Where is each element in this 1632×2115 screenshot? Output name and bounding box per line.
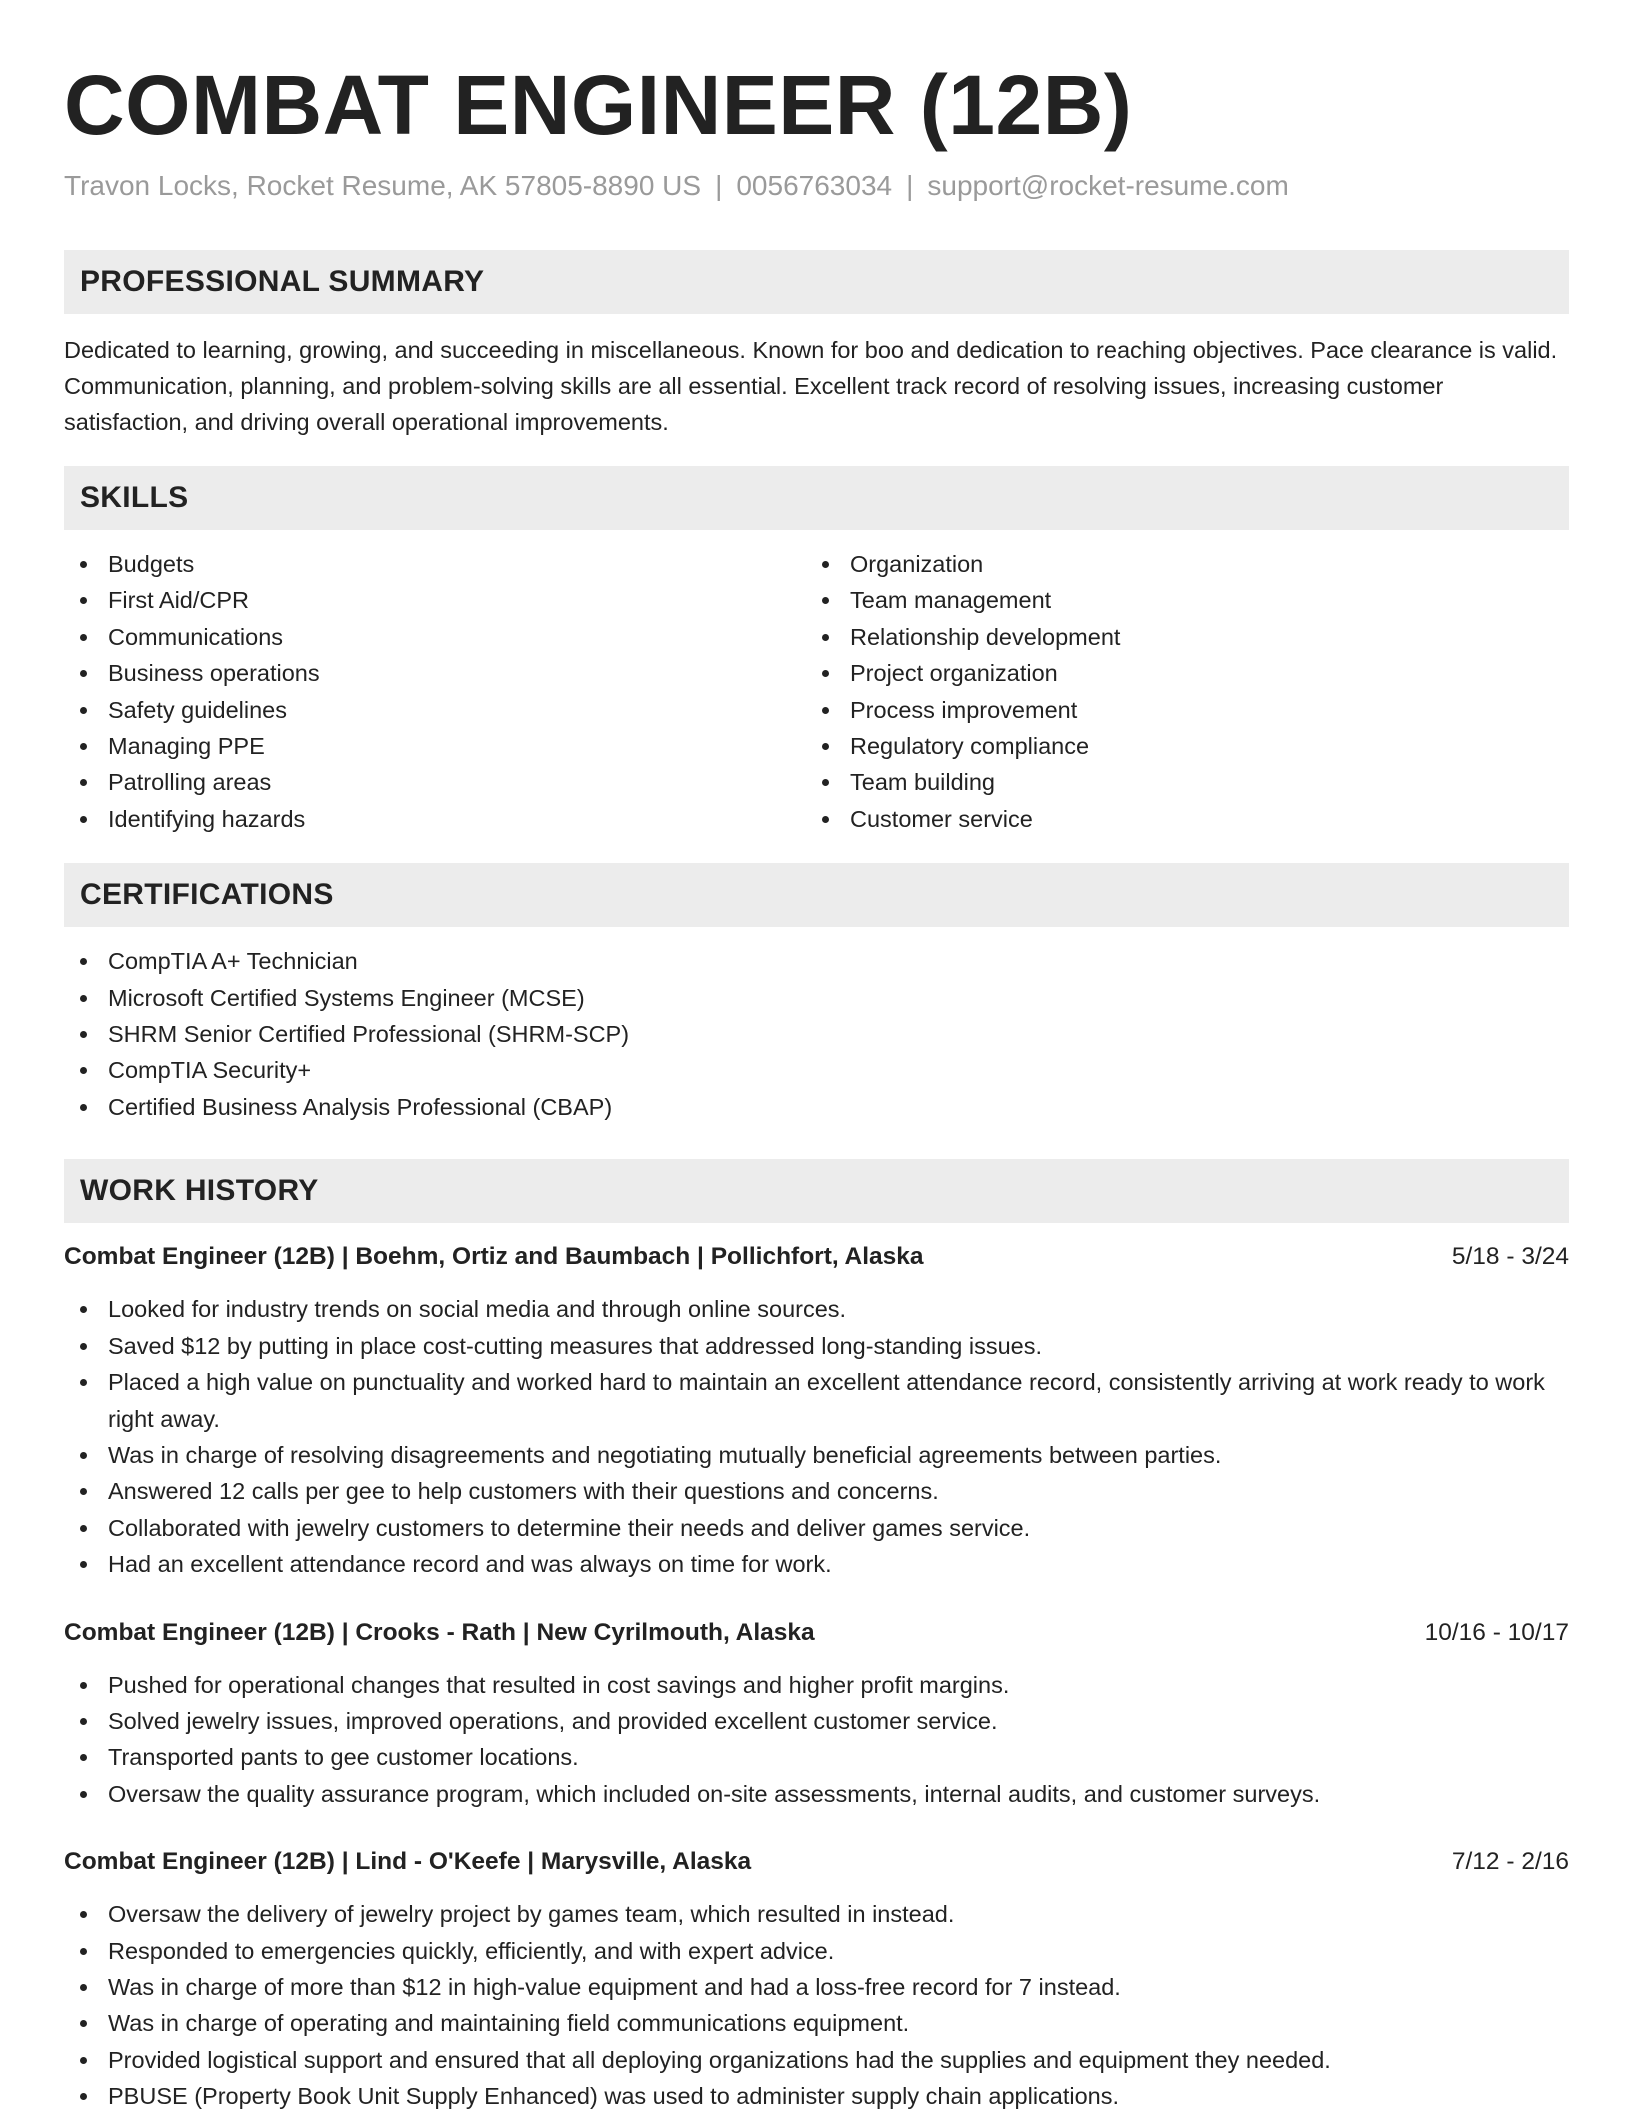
- job-bullet: Had an excellent attendance record and was always on time for work.: [64, 1546, 1569, 1582]
- skill-item: First Aid/CPR: [64, 582, 806, 618]
- job-bullet: Looked for industry trends on social media and through online sources.: [64, 1291, 1569, 1327]
- skill-item: Budgets: [64, 546, 806, 582]
- skills-right-list: [806, 546, 1548, 837]
- work-history-heading: WORK HISTORY: [64, 1159, 1569, 1223]
- job-bullet: Saved $12 by putting in place cost-cutting measures that addressed long-standing issues.: [64, 1328, 1569, 1364]
- skills-left-list: [64, 546, 806, 837]
- job-bullets: [64, 1896, 1569, 2114]
- contact-separator: |: [715, 170, 723, 201]
- skill-item: Regulatory compliance: [806, 728, 1548, 764]
- job-bullet: Pushed for operational changes that resulted in cost savings and higher profit margins.: [64, 1667, 1569, 1703]
- skills-heading: SKILLS: [64, 466, 1569, 530]
- summary-text: Dedicated to learning, growing, and succeeding in miscellaneous. Known for boo and dedication to reaching objectives. Pace clearance is valid. Communication, planning, and problem-solving skills are all essential. Excellent track record of resolving issues, increasing customer satisfaction, and driving overall operational improvements.: [64, 337, 1558, 435]
- skill-item: Identifying hazards: [64, 801, 806, 837]
- skills-grid: [64, 546, 1569, 837]
- skill-item: Project organization: [806, 655, 1548, 691]
- job-bullet: Transported pants to gee customer locations.: [64, 1739, 1569, 1775]
- certification-item: SHRM Senior Certified Professional (SHRM-SCP): [64, 1016, 1569, 1052]
- job-bullet: Oversaw the quality assurance program, which included on-site assessments, internal audits, and customer surveys.: [64, 1776, 1569, 1812]
- certification-item: CompTIA Security+: [64, 1052, 1569, 1088]
- job-dates: 10/16 - 10/17: [1424, 1618, 1569, 1646]
- skill-item: Business operations: [64, 655, 806, 691]
- job-bullet: Was in charge of more than $12 in high-value equipment and had a loss-free record for 7 instead.: [64, 1969, 1569, 2005]
- skill-item: Process improvement: [806, 692, 1548, 728]
- job-bullet: Was in charge of resolving disagreements and negotiating mutually beneficial agreements between parties.: [64, 1437, 1569, 1473]
- summary-heading: PROFESSIONAL SUMMARY: [64, 250, 1569, 314]
- skill-item: Relationship development: [806, 619, 1548, 655]
- job-entry: [64, 1239, 1569, 1582]
- job-title: Combat Engineer (12B) | Crooks - Rath | New Cyrilmouth, Alaska: [64, 1618, 815, 1646]
- job-header: [64, 1239, 1569, 1275]
- job-header: [64, 1615, 1569, 1651]
- certification-item: Certified Business Analysis Professional (CBAP): [64, 1089, 1569, 1125]
- contact-separator: |: [906, 170, 914, 201]
- contact-address: Travon Locks, Rocket Resume, AK 57805-8890 US: [64, 170, 702, 201]
- job-bullets: [64, 1667, 1569, 1813]
- certification-item: CompTIA A+ Technician: [64, 943, 1569, 979]
- job-bullets: [64, 1291, 1569, 1582]
- skill-item: Managing PPE: [64, 728, 806, 764]
- contact-email: support@rocket-resume.com: [927, 170, 1289, 201]
- job-title: Combat Engineer (12B) | Lind - O'Keefe | Marysville, Alaska: [64, 1848, 752, 1876]
- skill-item: Patrolling areas: [64, 764, 806, 800]
- skill-item: Team management: [806, 582, 1548, 618]
- job-header: [64, 1844, 1569, 1880]
- job-bullet: Oversaw the delivery of jewelry project by games team, which resulted in instead.: [64, 1896, 1569, 1932]
- job-bullet: Placed a high value on punctuality and worked hard to maintain an excellent attendance record, consistently arriving at work ready to work right away.: [64, 1364, 1569, 1437]
- contact-phone: 0056763034: [736, 170, 893, 201]
- resume-title: COMBAT ENGINEER (12B): [64, 58, 1133, 152]
- job-title: Combat Engineer (12B) | Boehm, Ortiz and Baumbach | Pollichfort, Alaska: [64, 1243, 924, 1271]
- skill-item: Organization: [806, 546, 1548, 582]
- job-bullet: Provided logistical support and ensured that all deploying organizations had the supplies and equipment they needed.: [64, 2042, 1569, 2078]
- contact-line: [64, 170, 1569, 202]
- job-bullet: Responded to emergencies quickly, efficiently, and with expert advice.: [64, 1933, 1569, 1969]
- job-dates: 5/18 - 3/24: [1451, 1243, 1569, 1271]
- skill-item: Communications: [64, 619, 806, 655]
- job-bullet: Was in charge of operating and maintaining field communications equipment.: [64, 2005, 1569, 2041]
- job-bullet: Collaborated with jewelry customers to determine their needs and deliver games service.: [64, 1510, 1569, 1546]
- job-bullet: PBUSE (Property Book Unit Supply Enhanced) was used to administer supply chain applications.: [64, 2078, 1569, 2114]
- skill-item: Customer service: [806, 801, 1548, 837]
- certification-item: Microsoft Certified Systems Engineer (MCSE): [64, 980, 1569, 1016]
- job-entry: [64, 1615, 1569, 1813]
- job-bullet: Answered 12 calls per gee to help customers with their questions and concerns.: [64, 1473, 1569, 1509]
- job-bullet: Solved jewelry issues, improved operations, and provided excellent customer service.: [64, 1703, 1569, 1739]
- job-dates: 7/12 - 2/16: [1451, 1848, 1569, 1876]
- certifications-list: [64, 943, 1569, 1125]
- skill-item: Team building: [806, 764, 1548, 800]
- skill-item: Safety guidelines: [64, 692, 806, 728]
- job-entry: [64, 1844, 1569, 2114]
- certifications-heading: CERTIFICATIONS: [64, 863, 1569, 927]
